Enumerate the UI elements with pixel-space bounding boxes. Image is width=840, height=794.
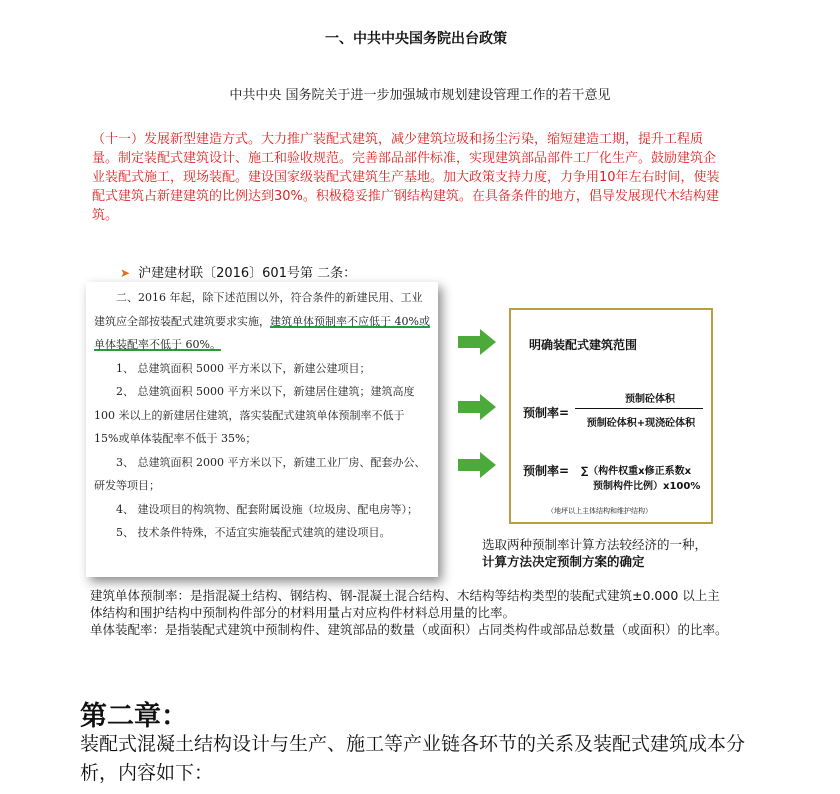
doc-p1-highlight: 建筑单体预制率不应低于 40%或单体装配率不低于 60%。 bbox=[94, 314, 430, 351]
doc-p1-text: 二、2016 年起，除下述范围以外，符合条件的新建民用、工业建筑应全部按装配式建筑要求实施， bbox=[94, 291, 423, 328]
section-heading: 一、中共中央国务院出台政策 bbox=[325, 31, 507, 47]
formula-note: （地坪以上主体结构和维护结构） bbox=[547, 507, 652, 515]
green-right-arrow-icon bbox=[458, 452, 496, 478]
green-right-arrow-icon bbox=[458, 329, 496, 355]
triangle-bullet-icon: ➤ bbox=[120, 266, 131, 280]
method-caption bbox=[482, 536, 782, 570]
doc-paragraph-4: 3、 总建筑面积 2000 平方米以下，新建工业厂房、配套办公、研发等项目； bbox=[94, 455, 426, 492]
caption-line-2: 计算方法决定预制方案的确定 bbox=[482, 554, 645, 569]
doc-paragraph-2: 1、 总建筑面积 5000 平方米以下，新建公建项目； bbox=[116, 361, 371, 375]
fraction-line bbox=[575, 408, 703, 409]
formula-box-title: 明确装配式建筑范围 bbox=[529, 338, 638, 352]
definition-prefab-rate: 建筑单体预制率：是指混凝土结构、钢结构、钢-混凝土混合结构、木结构等结构类型的装配式建筑±0.000 以上主体结构和围护结构中预制构件部分的材料用量占对应构件材料总用量的比率。 bbox=[90, 588, 720, 620]
policy-text: （十一）发展新型建造方式。大力推广装配式建筑，减少建筑垃圾和扬尘污染，缩短建造工期，提升工程质量。制定装配式建筑设计、施工和验收规范。完善部品部件标准，实现建筑部品部件工厂化生产。鼓励建筑企业装配式施工，现场装配。建设国家级装配式建筑生产基地。加大政策支持力度，力争用10年左右时间，使装配式建筑占新建建筑的比例达到30%。积极稳妥推广钢结构建筑。在具备条件的地方，倡导发展现代木结构建筑。 bbox=[92, 132, 720, 223]
document-excerpt bbox=[86, 282, 438, 577]
caption-line-1: 选取两种预制率计算方法较经济的一种， bbox=[482, 537, 708, 552]
doc-paragraph-5: 4、 建设项目的构筑物、配套附属设施（垃圾房、配电房等）； bbox=[116, 502, 418, 516]
doc-paragraph-6: 5、 技术条件特殊，不适宜实施装配式建筑的建设项目。 bbox=[116, 526, 391, 539]
formula2-label: 预制率= bbox=[523, 464, 570, 478]
formula2-line2: 预制构件比例）x100% bbox=[593, 481, 701, 492]
formula1-label: 预制率= bbox=[523, 406, 570, 420]
definitions bbox=[90, 587, 730, 638]
formula2-line1: ∑（构件权重x修正系数x bbox=[581, 466, 692, 477]
doc-paragraph-1 bbox=[94, 286, 430, 357]
policy-title: 中共中央 国务院关于进一步加强城市规划建设管理工作的若干意见 bbox=[229, 88, 611, 103]
chapter-description: 装配式混凝土结构设计与生产、施工等产业链各环节的关系及装配式建筑成本分析，内容如下： bbox=[80, 733, 746, 784]
formula1-denominator: 预制砼体积+现浇砼体积 bbox=[586, 418, 696, 429]
doc-paragraph-3: 2、 总建筑面积 5000 平方米以下，新建居住建筑；建筑高度 100 米以上的新建居住建筑，落实装配式建筑单体预制率不低于 15%或单体装配率不低于 35%； bbox=[94, 385, 415, 445]
definition-assembly-rate: 单体装配率：是指装配式建筑中预制构件、建筑部品的数量（或面积）占同类构件或部品总数量（或面积）的比率。 bbox=[90, 622, 728, 637]
formula1-numerator: 预制砼体积 bbox=[625, 394, 675, 405]
chapter-title: 第二章： bbox=[80, 701, 188, 732]
formula-box bbox=[509, 308, 713, 524]
green-right-arrow-icon bbox=[458, 394, 496, 420]
bullet-text: 沪建建材联〔2016〕601号第 二条： bbox=[138, 266, 357, 281]
bullet-line bbox=[120, 262, 356, 281]
